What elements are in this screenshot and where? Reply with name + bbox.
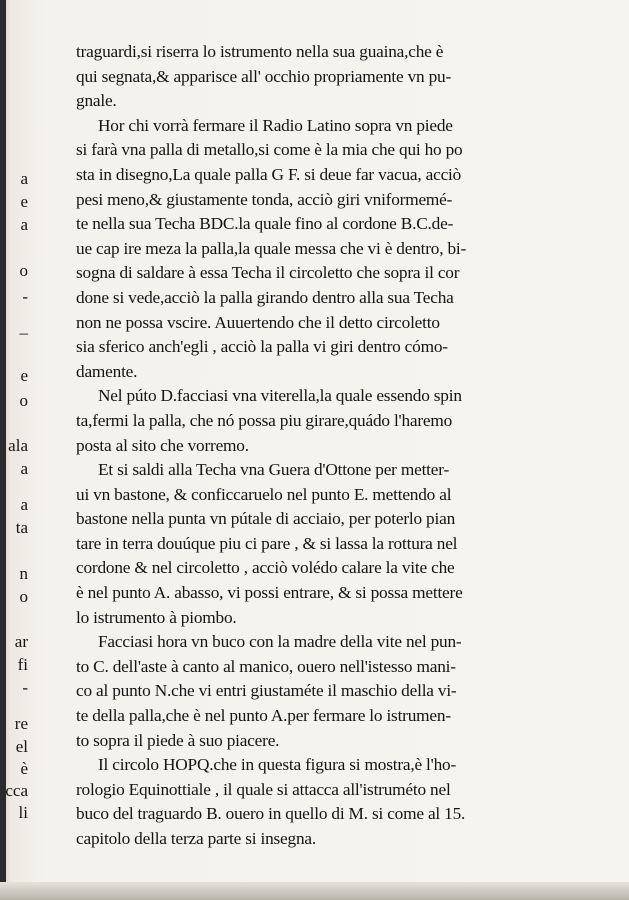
text-line: sta in disegno,La quale palla G F. si deue far vacua, acciò: [76, 164, 462, 184]
margin-fragment: a: [20, 215, 28, 234]
text-line: gnale.: [76, 91, 117, 111]
paragraph: [76, 114, 531, 385]
margin-fragment: o: [19, 391, 28, 410]
margin-fragment: li: [18, 803, 28, 822]
text-line: Facciasi hora vn buco con la madre della vite nel pun-: [98, 632, 462, 652]
margin-fragment: n: [19, 564, 28, 583]
text-line: qui segnata,& apparisce all' occhio propriamente vn pu-: [76, 66, 452, 86]
main-text-block: [76, 40, 531, 852]
paragraph: [76, 458, 531, 630]
margin-fragment: o: [19, 261, 28, 280]
text-line: Hor chi vorrà fermare il Radio Latino sopra vn piede: [98, 115, 453, 135]
text-line: bastone nella punta vn pútale di acciaio, per poterlo pian: [76, 509, 456, 529]
text-line: si farà vna palla di metallo,si come è la mia che qui ho po: [76, 140, 463, 160]
margin-fragment: a: [20, 169, 28, 188]
text-line: rologio Equinottiale , il quale si attacca all'istruméto nel: [76, 779, 451, 799]
paragraph: [76, 753, 531, 851]
text-line: traguardi,si riserra lo istrumento nella sua guaina,che è: [76, 42, 444, 61]
text-line: ui vn bastone, & conficcaruelo nel punto E. mettendo al: [76, 484, 452, 504]
margin-fragment: -: [22, 287, 28, 306]
text-line: tare in terra douúque piu ci pare , & si lassa la rottura nel: [76, 533, 458, 553]
text-line: damente.: [76, 361, 138, 381]
margin-fragment: -: [22, 678, 28, 697]
margin-fragment: –: [19, 323, 28, 342]
margin-fragment: o: [19, 587, 28, 606]
paragraph: [76, 630, 531, 753]
text-line: te nella sua Techa BDC.la quale fino al cordone B.C.de-: [76, 214, 454, 234]
margin-fragment: e: [20, 192, 28, 211]
text-line: posta al sito che vorremo.: [76, 435, 249, 455]
margin-fragment: re: [14, 714, 28, 733]
text-line: co al punto N.che vi entri giustaméte il maschio della vi-: [76, 681, 457, 701]
text-line: lo istrumento à piombo.: [76, 607, 237, 627]
margin-fragment: a: [20, 495, 28, 514]
margin-fragment: è: [20, 759, 28, 778]
margin-fragment: a: [20, 459, 28, 478]
text-line: Nel púto D.facciasi vna viterella,la quale essendo spin: [98, 386, 462, 406]
text-line: to sopra il piede à suo piacere.: [76, 730, 280, 750]
text-line: to C. dell'aste à canto al manico, ouero nell'istesso mani-: [76, 656, 456, 676]
page-bottom-edge: [0, 882, 629, 900]
margin-fragment: ar: [14, 632, 28, 651]
margin-fragment: ala: [8, 436, 28, 455]
text-line: buco del traguardo B. ouero in quello di M. si come al 15.: [76, 804, 466, 824]
paragraph: [76, 384, 531, 458]
text-line: ue cap ire meza la palla,la quale messa che vi è dentro, bi-: [76, 238, 467, 258]
text-line: Il circolo HOPQ.che in questa figura si mostra,è l'ho-: [98, 755, 457, 775]
text-line: capitolo della terza parte si insegna.: [76, 829, 316, 848]
text-line: ta,fermi la palla, che nó possa piu girare,quádo l'haremo: [76, 410, 453, 430]
text-line: Et si saldi alla Techa vna Guera d'Ottone per metter-: [98, 460, 450, 480]
margin-fragment: cca: [5, 781, 28, 800]
margin-fragment: fi: [17, 655, 28, 674]
margin-fragment: e: [20, 366, 28, 385]
facing-page-margin: [0, 0, 28, 900]
text-line: sogna di saldare à essa Techa il circoletto che sopra il cor: [76, 263, 460, 283]
margin-fragment: el: [15, 737, 28, 756]
margin-fragment: ta: [15, 518, 28, 537]
text-line: te della palla,che è nel punto A.per fermare lo istrumen-: [76, 706, 451, 726]
text-line: pesi meno,& giustamente tonda, acciò giri vniformemé-: [76, 189, 453, 209]
text-line: sia sferico anch'egli , acciò la palla vi giri dentro cómo-: [76, 337, 448, 357]
text-line: non ne possa vscire. Auuertendo che il detto circoletto: [76, 312, 440, 332]
text-line: done si vede,acciò la palla girando dentro alla sua Techa: [76, 287, 454, 307]
paragraph: [76, 40, 531, 114]
text-line: cordone & nel circoletto , acciò volédo calare la vite che: [76, 558, 455, 578]
text-line: è nel punto A. abasso, vi possi entrare, & si possa mettere: [76, 583, 463, 603]
